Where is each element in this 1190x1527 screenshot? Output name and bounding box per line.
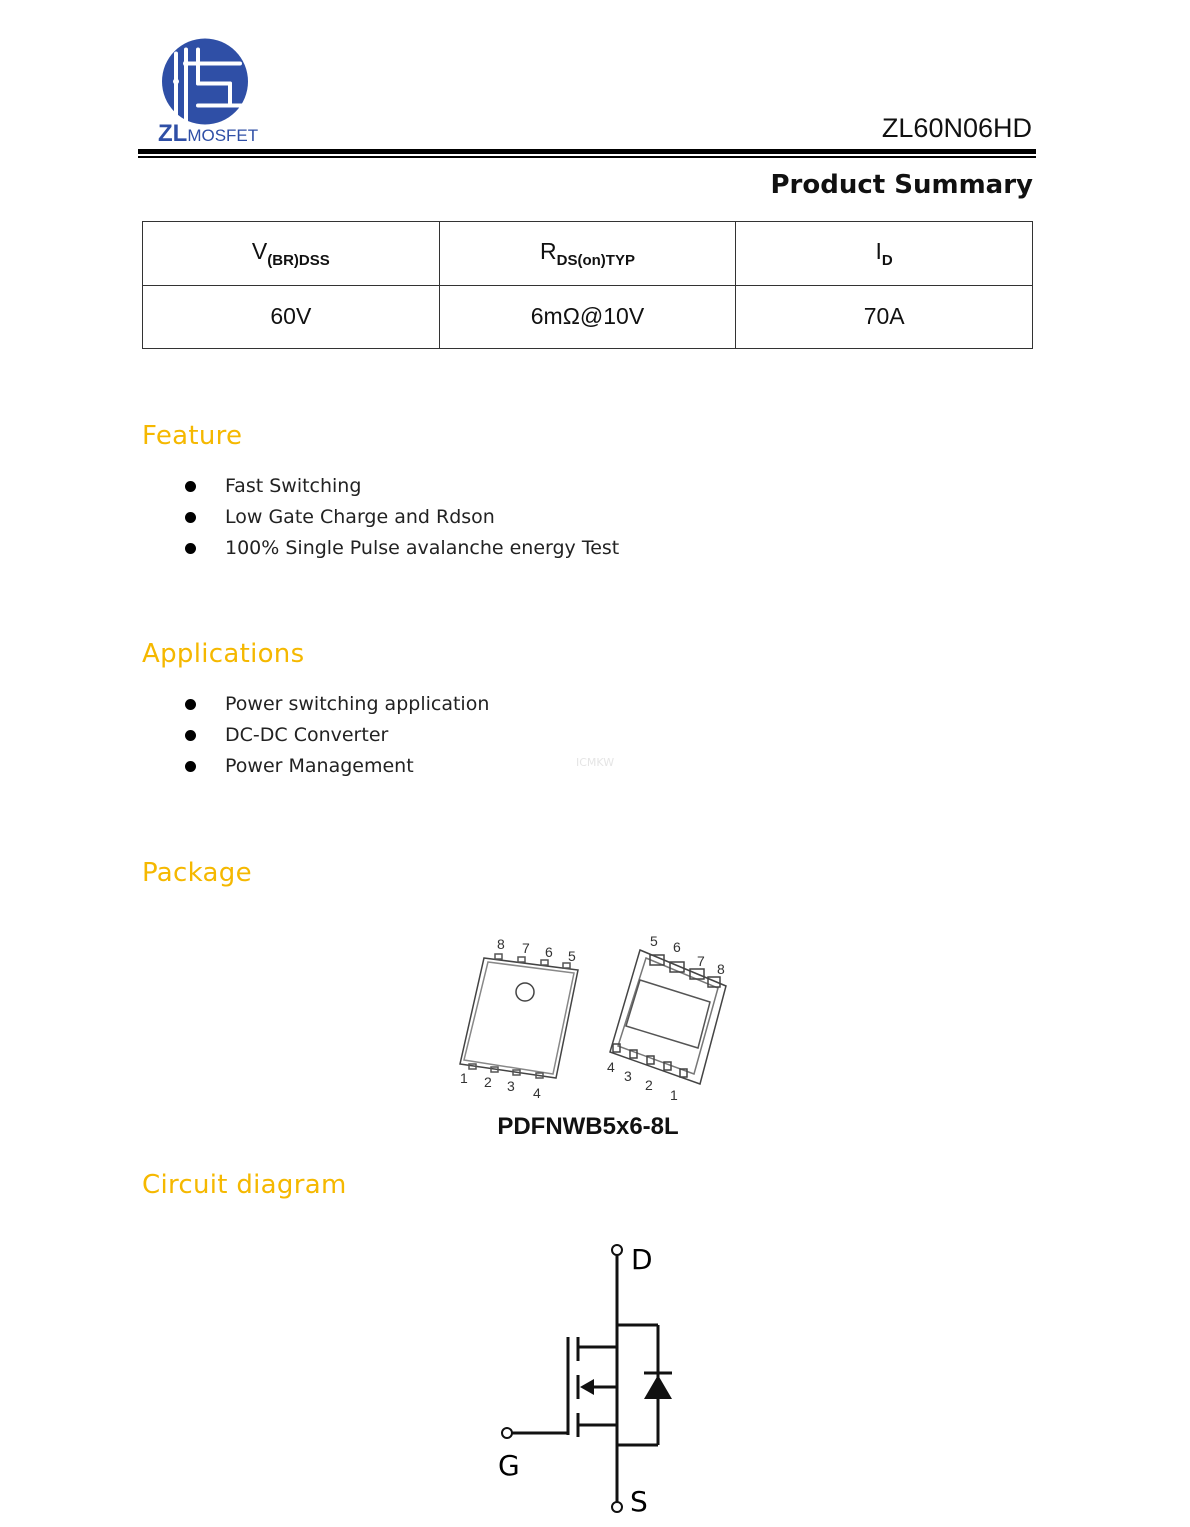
channel-arrow-icon <box>580 1379 594 1395</box>
product-summary-title: Product Summary <box>770 170 1033 200</box>
body-diode-icon <box>644 1375 672 1399</box>
pin-label: 2 <box>484 1074 492 1090</box>
pin-label: 1 <box>460 1070 468 1086</box>
pin-label: 7 <box>697 953 705 969</box>
logo-wordmark: ZLMOSFET <box>158 120 259 147</box>
header-id: $I_D$ <box>736 222 1033 286</box>
header-rule <box>138 149 1036 154</box>
list-item: DC-DC Converter <box>185 720 489 751</box>
pin-label: 4 <box>607 1059 615 1075</box>
package-front-view <box>460 954 578 1078</box>
pin-label: 4 <box>533 1085 541 1101</box>
gate-label: G <box>498 1449 520 1482</box>
pin-label: 6 <box>545 944 553 960</box>
feature-list <box>185 471 619 564</box>
package-drawing <box>450 928 740 1108</box>
bullet-icon <box>185 761 196 772</box>
list-item: Low Gate Charge and Rdson <box>185 502 619 533</box>
list-item: Power switching application <box>185 689 489 720</box>
bullet-icon <box>185 543 196 554</box>
watermark: ICMKW <box>576 756 615 769</box>
header-rdson: $R_{DS(on)TYP}$ <box>439 222 736 286</box>
pin-label: 1 <box>670 1087 678 1103</box>
pin-label: 3 <box>507 1078 515 1094</box>
package-back-view <box>610 950 726 1084</box>
circuit-title: Circuit diagram <box>142 1170 347 1200</box>
applications-title: Applications <box>142 639 305 669</box>
part-number: ZL60N06HD <box>881 113 1032 143</box>
feature-title: Feature <box>142 421 243 451</box>
pin-label: 7 <box>522 940 530 956</box>
product-summary-table <box>142 221 1033 349</box>
mosfet-circuit-diagram <box>490 1235 690 1520</box>
drain-label: D <box>631 1243 653 1276</box>
applications-list <box>185 689 489 782</box>
value-rdson: 6mΩ@10V <box>439 285 736 349</box>
value-id: 70A <box>736 285 1033 349</box>
pin-label: 3 <box>624 1068 632 1084</box>
pin-label: 5 <box>650 933 658 949</box>
bullet-icon <box>185 730 196 741</box>
bullet-icon <box>185 512 196 523</box>
value-vbrdss: 60V <box>143 285 440 349</box>
table-row <box>143 285 1033 349</box>
table-header-row <box>143 222 1033 286</box>
list-item: Fast Switching <box>185 471 619 502</box>
list-item: Power Management <box>185 751 489 782</box>
pin-label: 8 <box>497 936 505 952</box>
package-name: PDFNWB5x6-8L <box>497 1113 679 1140</box>
bullet-icon <box>185 699 196 710</box>
pin-label: 5 <box>568 948 576 964</box>
pin-label: 2 <box>645 1077 653 1093</box>
source-label: S <box>630 1485 648 1518</box>
header-vbrdss: $V_{(BR)DSS}$ <box>143 222 440 286</box>
list-item: 100% Single Pulse avalanche energy Test <box>185 533 619 564</box>
pin-label: 6 <box>673 939 681 955</box>
header-rule-thin <box>138 156 1036 158</box>
package-title: Package <box>142 858 252 888</box>
pin-label: 8 <box>717 961 725 977</box>
bullet-icon <box>185 481 196 492</box>
